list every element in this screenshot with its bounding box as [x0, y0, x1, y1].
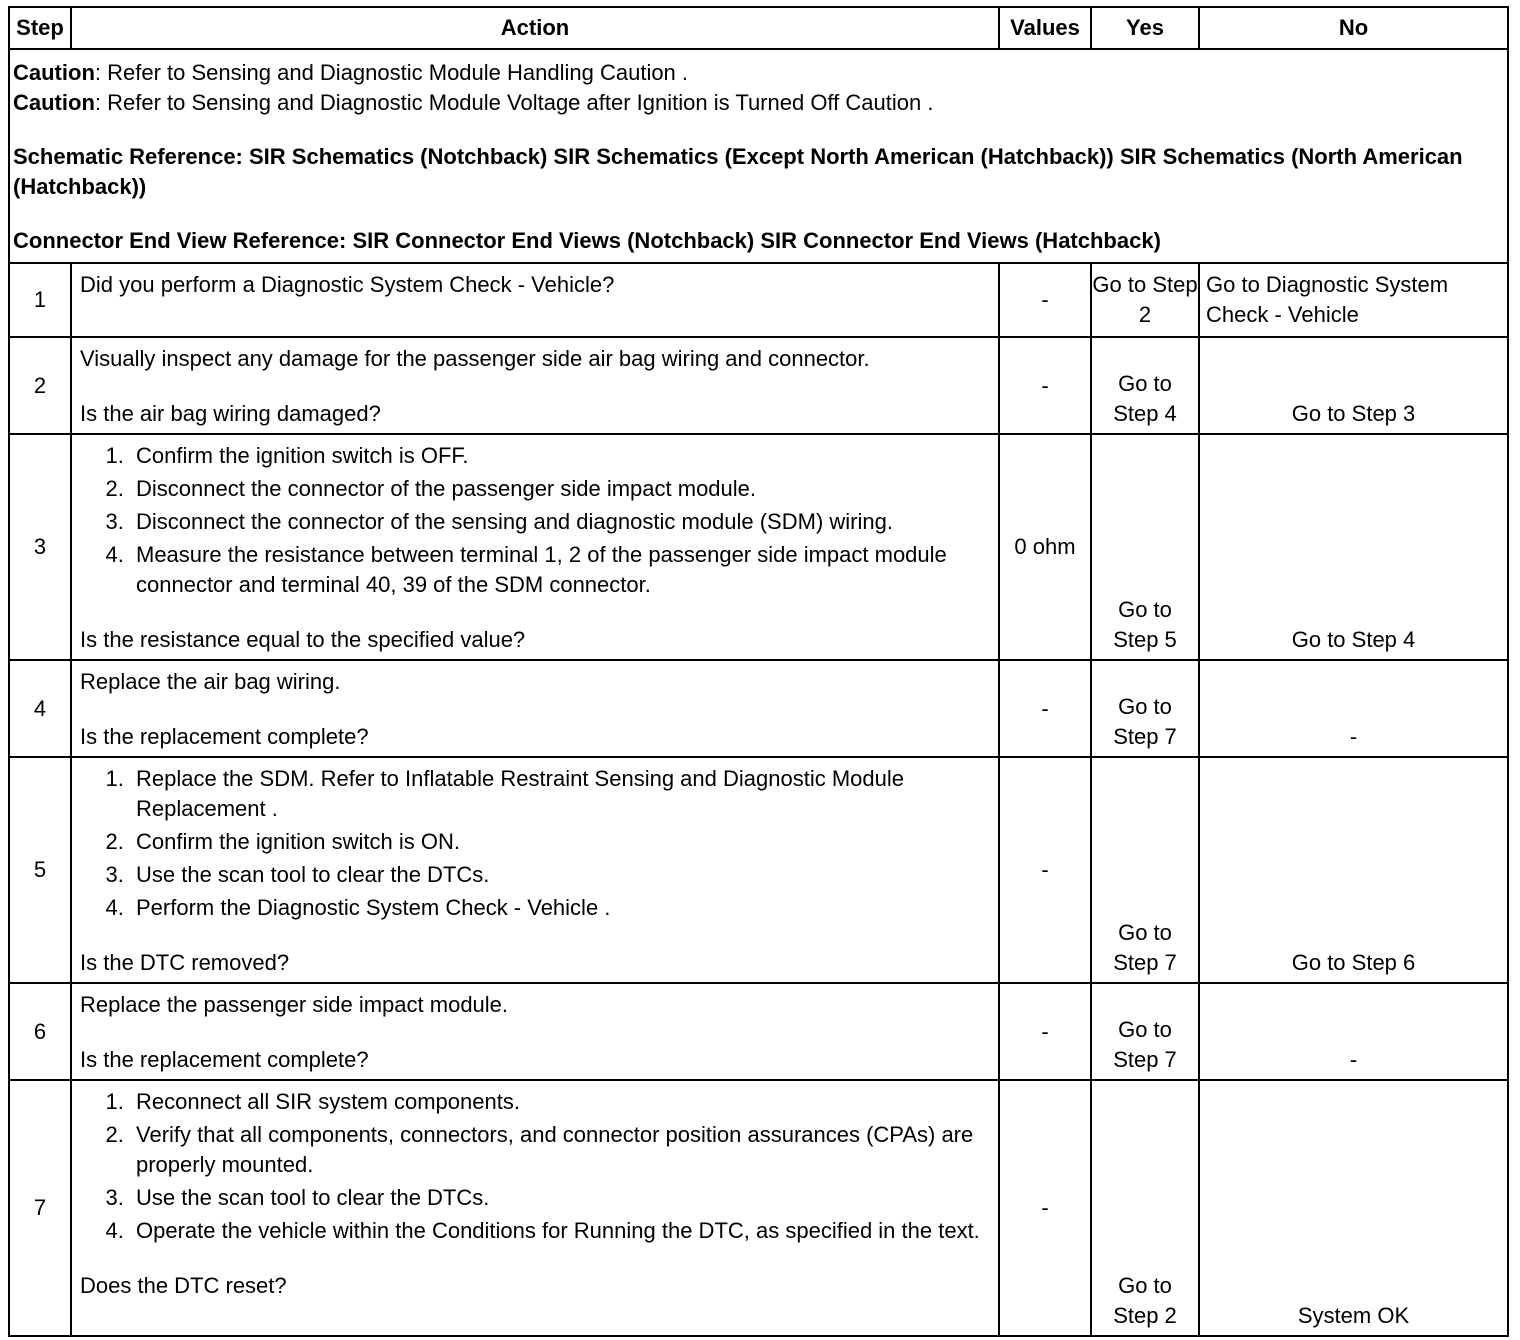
header-values: Values	[999, 7, 1091, 49]
diagnostic-table	[8, 6, 1509, 1337]
list-item: 2. Verify that all components, connectors, and connector position assurances (CPAs) are properly mounted.	[130, 1120, 990, 1180]
yes-cell	[1091, 337, 1199, 434]
yes-link[interactable]: Go to Step 5	[1113, 597, 1177, 652]
step-row-7	[9, 1080, 1508, 1336]
action-cell	[71, 660, 999, 757]
value-cell: -	[999, 1080, 1091, 1336]
yes-cell	[1091, 1080, 1199, 1336]
action-text: Replace the passenger side impact module.	[80, 992, 509, 1017]
action-text: Visually inspect any damage for the passenger side air bag wiring and connector.	[80, 346, 870, 371]
list-item: 4. Perform the Diagnostic System Check - Vehicle .	[130, 893, 990, 923]
action-text: Replace the air bag wiring.	[80, 669, 341, 694]
step-number: 2	[9, 337, 71, 434]
intro-row	[9, 49, 1508, 263]
no-cell	[1199, 337, 1508, 434]
list-item: 3. Use the scan tool to clear the DTCs.	[130, 1183, 990, 1213]
action-steps-list	[80, 764, 990, 923]
step-number: 1	[9, 263, 71, 337]
yes-cell	[1091, 757, 1199, 983]
connector-end-view-reference: Connector End View Reference: SIR Connector End Views (Notchback) SIR Connector End Views (Hatchback)	[13, 228, 1161, 253]
value-cell: -	[999, 757, 1091, 983]
yes-cell	[1091, 983, 1199, 1080]
header-no: No	[1199, 7, 1508, 49]
step-row-5	[9, 757, 1508, 983]
caution-text: : Refer to Sensing and Diagnostic Module Voltage after Ignition is Turned Off Caution .	[94, 90, 934, 115]
no-cell	[1199, 983, 1508, 1080]
caution-label: Caution	[13, 90, 95, 115]
action-question: Is the resistance equal to the specified value?	[80, 627, 526, 652]
value-cell: -	[999, 263, 1091, 337]
action-cell	[71, 337, 999, 434]
action-question: Does the DTC reset?	[80, 1273, 287, 1298]
no-link[interactable]: Go to Step 6	[1291, 950, 1416, 975]
yes-link[interactable]: Go to Step 2	[1113, 1273, 1177, 1328]
step-number: 3	[9, 434, 71, 660]
action-question: Is the replacement complete?	[80, 724, 369, 749]
no-cell	[1199, 757, 1508, 983]
step-number: 7	[9, 1080, 71, 1336]
action-steps-list	[80, 1087, 990, 1246]
caution-text: : Refer to Sensing and Diagnostic Module Handling Caution .	[94, 60, 689, 85]
yes-link[interactable]: Go to Step 4	[1113, 371, 1177, 426]
no-value: System OK	[1297, 1303, 1410, 1328]
list-item: 2. Disconnect the connector of the passenger side impact module.	[130, 474, 990, 504]
step-row-1	[9, 263, 1508, 337]
action-text: Did you perform a Diagnostic System Check - Vehicle?	[80, 272, 615, 297]
caution-line-1	[13, 58, 1503, 88]
action-cell	[71, 757, 999, 983]
intro-cell	[9, 49, 1508, 263]
no-cell	[1199, 434, 1508, 660]
list-item: 3. Use the scan tool to clear the DTCs.	[130, 860, 990, 890]
step-number: 5	[9, 757, 71, 983]
caution-line-2	[13, 88, 1503, 118]
value-cell: -	[999, 983, 1091, 1080]
action-question: Is the air bag wiring damaged?	[80, 401, 381, 426]
no-cell	[1199, 263, 1508, 337]
step-row-4	[9, 660, 1508, 757]
step-number: 4	[9, 660, 71, 757]
no-link[interactable]: Go to Step 4	[1291, 627, 1416, 652]
no-value: -	[1349, 724, 1358, 749]
yes-cell	[1091, 434, 1199, 660]
yes-link[interactable]: Go to Step 2	[1092, 272, 1198, 327]
schematic-reference: Schematic Reference: SIR Schematics (Notchback) SIR Schematics (Except North American (Hatchback)) SIR Schematics (North American (Hatchback))	[13, 144, 1463, 199]
list-item: 4. Measure the resistance between terminal 1, 2 of the passenger side impact module connector and terminal 40, 39 of the SDM connector.	[130, 540, 990, 600]
header-yes: Yes	[1091, 7, 1199, 49]
step-row-6	[9, 983, 1508, 1080]
action-cell	[71, 1080, 999, 1336]
no-link[interactable]: Go to Step 3	[1291, 401, 1416, 426]
caution-label: Caution	[13, 60, 95, 85]
header-step: Step	[9, 7, 71, 49]
list-item: 1. Replace the SDM. Refer to Inflatable Restraint Sensing and Diagnostic Module Replacement .	[130, 764, 990, 824]
list-item: 4. Operate the vehicle within the Conditions for Running the DTC, as specified in the text.	[130, 1216, 990, 1246]
list-item: 1. Reconnect all SIR system components.	[130, 1087, 990, 1117]
value-cell: 0 ohm	[999, 434, 1091, 660]
step-row-3	[9, 434, 1508, 660]
value-cell: -	[999, 660, 1091, 757]
action-steps-list	[80, 441, 990, 600]
yes-cell	[1091, 263, 1199, 337]
list-item: 2. Confirm the ignition switch is ON.	[130, 827, 990, 857]
yes-link[interactable]: Go to Step 7	[1113, 1017, 1177, 1072]
header-action: Action	[71, 7, 999, 49]
no-cell	[1199, 660, 1508, 757]
action-cell	[71, 983, 999, 1080]
action-question: Is the replacement complete?	[80, 1047, 369, 1072]
yes-link[interactable]: Go to Step 7	[1113, 694, 1177, 749]
yes-cell	[1091, 660, 1199, 757]
action-question: Is the DTC removed?	[80, 950, 290, 975]
step-number: 6	[9, 983, 71, 1080]
list-item: 1. Confirm the ignition switch is OFF.	[130, 441, 990, 471]
no-cell	[1199, 1080, 1508, 1336]
action-cell	[71, 434, 999, 660]
no-value: -	[1349, 1047, 1358, 1072]
header-row	[9, 7, 1508, 49]
step-row-2	[9, 337, 1508, 434]
action-cell	[71, 263, 999, 337]
list-item: 3. Disconnect the connector of the sensing and diagnostic module (SDM) wiring.	[130, 507, 990, 537]
value-cell: -	[999, 337, 1091, 434]
yes-link[interactable]: Go to Step 7	[1113, 920, 1177, 975]
no-link[interactable]: Go to Diagnostic System Check - Vehicle	[1206, 272, 1449, 327]
